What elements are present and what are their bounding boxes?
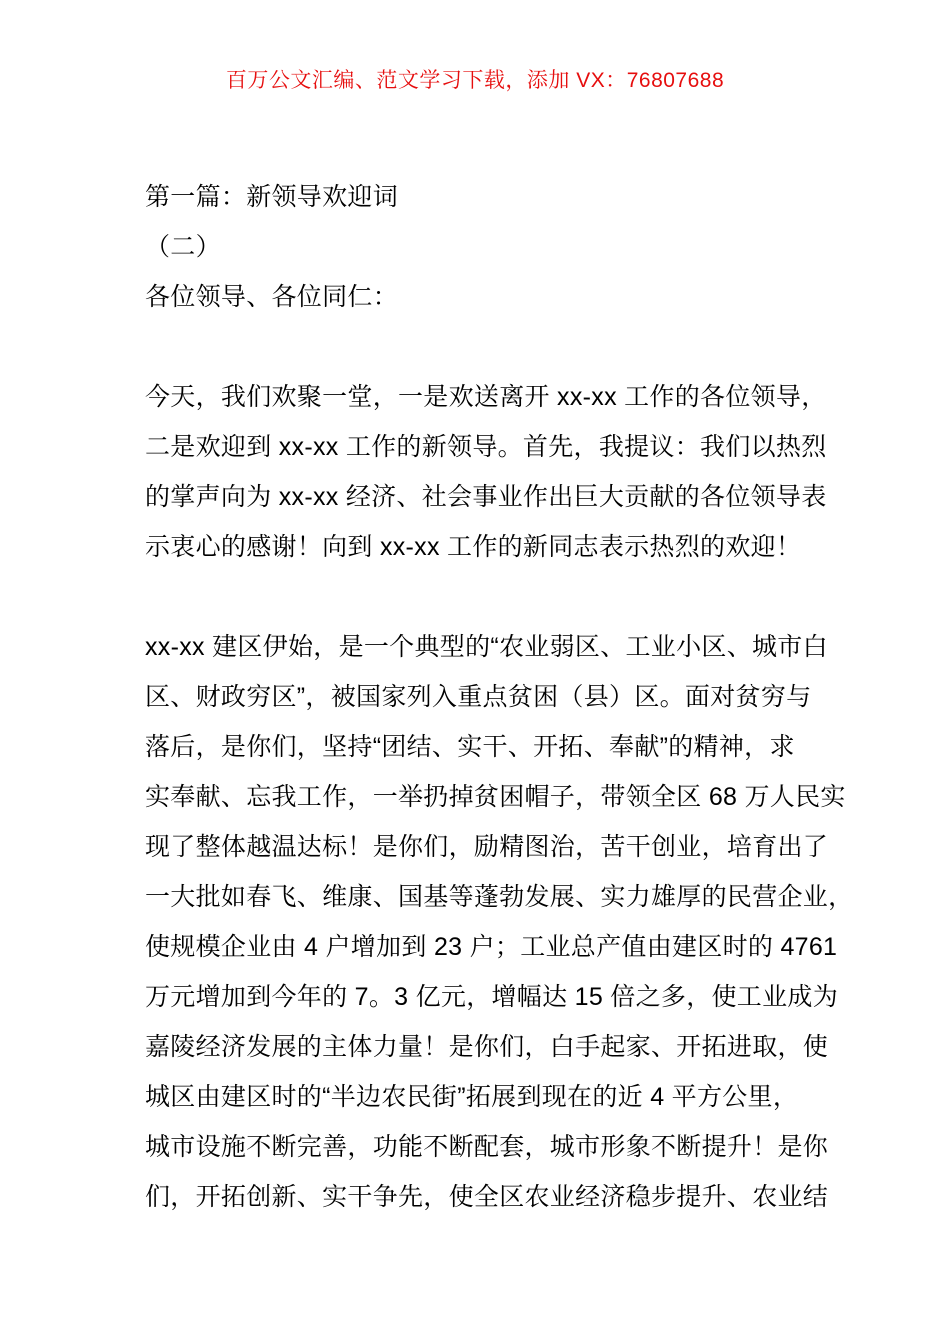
heading-block bbox=[145, 172, 825, 322]
text-line: 区、财政穷区”，被国家列入重点贫困（县）区。面对贫穷与 bbox=[145, 683, 812, 711]
text-line: xx-xx 建区伊始，是一个典型的“农业弱区、工业小区、城市白 bbox=[145, 633, 828, 661]
text-line: 城区由建区时的“半边农民街”拓展到现在的近 4 平方公里， bbox=[145, 1083, 799, 1111]
paragraph-2 bbox=[145, 622, 854, 1222]
text-line: 今天，我们欢聚一堂，一是欢送离开 xx-xx 工作的各位领导， bbox=[145, 383, 827, 411]
text-line: 现了整体越温达标！是你们，励精图治，苦干创业，培育出了 bbox=[145, 833, 829, 861]
text-line: 各位领导、各位同仁： bbox=[145, 283, 399, 311]
text-line: 万元增加到今年的 7。3 亿元，增幅达 15 倍之多，使工业成为 bbox=[145, 983, 839, 1011]
text-line: 城市设施不断完善，功能不断配套，城市形象不断提升！是你 bbox=[145, 1133, 829, 1161]
document-body bbox=[145, 172, 854, 1222]
text-line: 的掌声向为 xx-xx 经济、社会事业作出巨大贡献的各位领导表 bbox=[145, 483, 827, 511]
promo-banner-text: 百万公文汇编、范文学习下载，添加 VX：76807688 bbox=[225, 69, 725, 92]
text-line: 使规模企业由 4 户增加到 23 户；工业总产值由建区时的 4761 bbox=[145, 933, 838, 961]
text-line: （二） bbox=[145, 233, 221, 261]
text-line: 嘉陵经济发展的主体力量！是你们，白手起家、开拓进取，使 bbox=[145, 1033, 829, 1061]
text-line: 二是欢迎到 xx-xx 工作的新领导。首先，我提议：我们以热烈 bbox=[145, 433, 827, 461]
text-line: 第一篇：新领导欢迎词 bbox=[145, 183, 399, 211]
text-line: 示衷心的感谢！向到 xx-xx 工作的新同志表示热烈的欢迎！ bbox=[145, 533, 802, 561]
text-line: 实奉献、忘我工作，一举扔掉贫困帽子，带领全区 68 万人民实 bbox=[145, 783, 846, 811]
text-line: 一大批如春飞、维康、国基等蓬勃发展、实力雄厚的民营企业， bbox=[145, 883, 854, 911]
text-line: 落后，是你们，坚持“团结、实干、开拓、奉献”的精神，求 bbox=[145, 733, 795, 761]
paragraph-1 bbox=[145, 372, 825, 572]
text-line: 们，开拓创新、实干争先，使全区农业经济稳步提升、农业结 bbox=[145, 1183, 829, 1211]
